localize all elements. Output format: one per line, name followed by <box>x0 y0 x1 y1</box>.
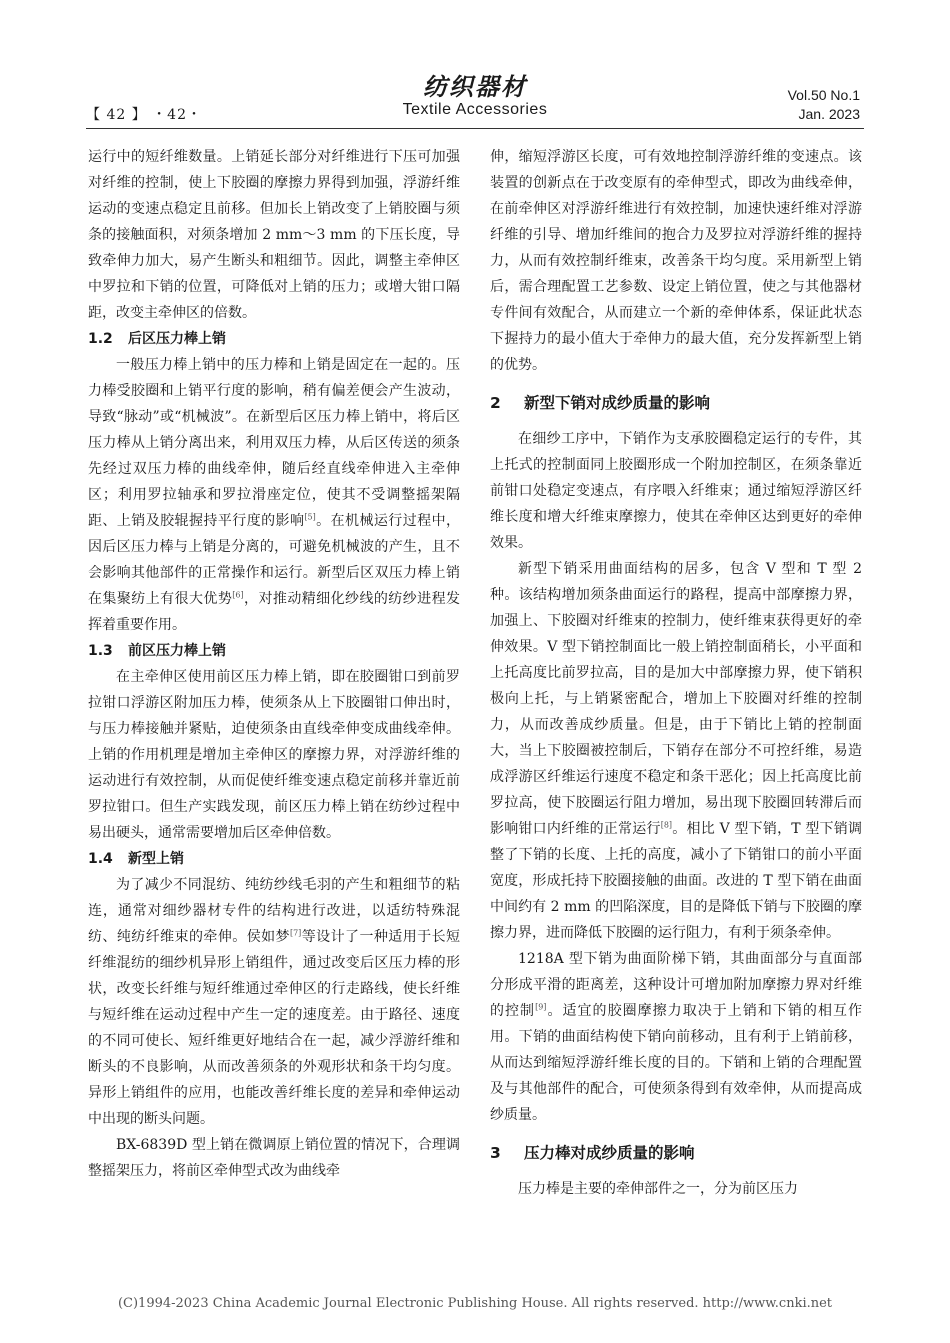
citation-ref[interactable]: [5] <box>304 512 316 522</box>
text-run: 为了减少不同混纺、纯纺纱线毛羽的产生和粗细节的粘连，通常对细纱器材专件的结构进行改进，以适纺特殊混纺、纯纺纤维束的牵伸。侯如梦 <box>88 877 460 945</box>
subsection-title: 前区压力棒上销 <box>128 643 226 659</box>
section-title: 新型下销对成纱质量的影响 <box>524 394 711 412</box>
journal-title-en: Textile Accessories <box>402 101 548 118</box>
issue-info <box>788 86 860 124</box>
section-heading-2 <box>490 388 862 418</box>
paragraph: BX-6839D 型上销在微调原上销位置的情况下，合理调整摇架压力，将前区牵伸型式改为曲线牵 <box>88 1137 460 1179</box>
paragraph: 伸，缩短浮游区长度，可有效地控制浮游纤维的变速点。该装置的创新点在于改变原有的牵伸型式，即改为曲线牵伸，在前牵伸区对浮游纤维进行有效控制，加速快速纤维对浮游纤维的引导、增加纤维间的抱合力及罗拉对浮游纤维的握持力，从而有效控制纤维束，改善条干均匀度。采用新型上销后，需合理配置工艺参数、设定上销位置，使之与其他器材专件间有效配合，从而建立一个新的牵伸体系，保证此状态下握持力的最小值大于牵伸力的最大值，充分发挥新型上销的优势。 <box>490 149 862 373</box>
right-column <box>490 144 862 1202</box>
text-run: 。适宜的胶圈摩擦力取决于上销和下销的相互作用。下销的曲面结构使下销向前移动，且有利于上销前移，从而达到缩短浮游纤维长度的目的。下销和上销的合理配置及与其他部件的配合，可使须条得到有效牵伸，从而提高成纱质量。 <box>490 1003 863 1123</box>
volume-number: Vol.50 No.1 <box>787 87 860 103</box>
subsection-heading-1-3 <box>88 638 460 664</box>
citation-ref[interactable]: [9] <box>535 1002 547 1012</box>
citation-ref[interactable]: [7] <box>289 928 302 938</box>
paragraph <box>88 872 460 1132</box>
header-rule <box>86 128 864 129</box>
section-number: 2 <box>490 394 501 412</box>
text-run: 。相比 V 型下销，T 型下销调整了下销的长度、上托的高度，减小了下销钳口的前小平面宽度，形成托持下胶圈接触的曲面。改进的 T 型下销在曲面中间约有 2 mm 的凹陷深度，目的是降低下销与下胶圈的摩擦力界，进而降低下胶圈的运行阻力，有利于须条牵伸。 <box>490 821 862 941</box>
subsection-number: 1.4 <box>88 851 113 867</box>
subsection-number: 1.2 <box>88 331 113 347</box>
text-run: 。在机械运行过程中，因后区压力棒与上销是分离的，可避免机械波的产生，且不会影响其他部件的正常操作和运行。新型后区双压力棒上销在集聚纺上有很大优势 <box>88 513 461 607</box>
text-run: 一般压力棒上销中的压力棒和上销是固定在一起的。压力棒受胶圈和上销平行度的影响，稍有偏差便会产生波动，导致“脉动”或“机械波”。在新型后区压力棒上销中，将后区压力棒从上销分离出来，利用双压力棒，从后区传送的须条先经过双压力棒的曲线牵伸，随后经直线牵伸进入主牵伸区；利用罗拉轴承和罗拉滑座定位，使其不受调整摇架隔距、上销及胶辊握持平行度的影响 <box>88 357 460 529</box>
text-run: 1218A 型下销为曲面阶梯下销，其曲面部分与直面部分形成平滑的距离差，这种设计可增加附加摩擦力界对纤维的控制 <box>490 951 862 1019</box>
text-run: ，对推动精细化纱线的纺纱进程发挥着重要作用。 <box>88 591 461 633</box>
page-number: 【 42 】 ・42・ <box>86 107 202 123</box>
citation-ref[interactable]: [6] <box>232 590 244 600</box>
paragraph: 压力棒是主要的牵伸部件之一，分为前区压力 <box>518 1181 798 1197</box>
text-run: 新型下销采用曲面结构的居多，包含 V 型和 T 型 2 种。该结构增加须条曲面运行的路程，提高中部摩擦力界，加强上、下胶圈对纤维束的控制力，使纤维束获得更好的牵伸效果。V 型下销控制面比一般上销控制面稍长，小平面和上托高度比前罗拉高，目的是加大中部摩擦力界，使下销积极向上托，与上销紧密配合，增加上下胶圈对纤维的控制力，从而改善成纱质量。但是，由于下销比上销的控制面大，当上下胶圈被控制后，下销存在部分不可控纤维，易造成浮游区纤维运行速度不稳定和条干恶化；因上托高度比前罗拉高，使下胶圈运行阻力增加，易出现下胶圈回转滞后而影响钳口内纤维的正常运行 <box>490 561 862 837</box>
paragraph <box>490 556 862 946</box>
subsection-number: 1.3 <box>88 643 113 659</box>
subsection-title: 新型上销 <box>128 851 184 867</box>
subsection-heading-1-4 <box>88 846 460 872</box>
citation-ref[interactable]: [8] <box>660 820 673 830</box>
paragraph: 在主牵伸区使用前区压力棒上销，即在胶圈钳口到前罗拉钳口浮游区附加压力棒，使须条从上下胶圈钳口伸出时，与压力棒接触并紧贴，迫使须条由直线牵伸变成曲线牵伸。上销的作用机理是增加主牵伸区的摩擦力界，对浮游纤维的运动进行有效控制，从而促使纤维变速点稳定前移并靠近前罗拉钳口。但生产实践发现，前区压力棒上销在纺纱过程中易出硬头，通常需要增加后区牵伸倍数。 <box>88 669 460 841</box>
issue-date: Jan. 2023 <box>798 106 860 122</box>
paragraph <box>88 352 460 638</box>
subsection-heading-1-2 <box>88 326 460 352</box>
journal-logo: 纺织器材 <box>423 72 527 101</box>
paragraph: 运行中的短纤维数量。上销延长部分对纤维进行下压可加强对纤维的控制，使上下胶圈的摩擦力界得到加强，浮游纤维运动的变速点稳定且前移。但加长上销改变了上销胶圈与须条的接触面积，对须条增加 2 mm～3 mm 的下压长度，导致牵伸力加大，易产生断头和粗细节。因此，调整主牵伸区中罗拉和下销的位置，可降低对上销的压力；或增大钳口隔距，改变主牵伸区的倍数。 <box>88 149 460 321</box>
left-column <box>88 144 460 1184</box>
copyright-footer: (C)1994-2023 China Academic Journal Electronic Publishing House. All rights reserved. http://www.cnki.net <box>117 1296 833 1311</box>
section-title: 压力棒对成纱质量的影响 <box>524 1144 695 1162</box>
paragraph: 在细纱工序中，下销作为支承胶圈稳定运行的专件，其上托式的控制面同上胶圈形成一个附加控制区，在须条靠近前钳口处稳定变速点，有序喂入纤维束；通过缩短浮游区纤维长度和增大纤维束摩擦力，使其在牵伸区达到更好的牵伸效果。 <box>490 431 862 551</box>
paragraph <box>490 946 862 1128</box>
section-number: 3 <box>490 1144 501 1162</box>
text-run: 等设计了一种适用于长短纤维混纺的细纱机异形上销组件，通过改变后区压力棒的形状，改变长纤维与短纤维通过牵伸区的行走路线，使长纤维与短纤维在运动过程中产生一定的速度差。由于路径、速度的不同可使长、短纤维更好地结合在一起，减少浮游纤维和断头的不良影响，从而改善须条的外观形状和条干均匀度。异形上销组件的应用，也能改善纤维长度的差异和牵伸运动中出现的断头问题。 <box>88 929 461 1127</box>
section-heading-3 <box>490 1138 862 1168</box>
subsection-title: 后区压力棒上销 <box>128 331 226 347</box>
